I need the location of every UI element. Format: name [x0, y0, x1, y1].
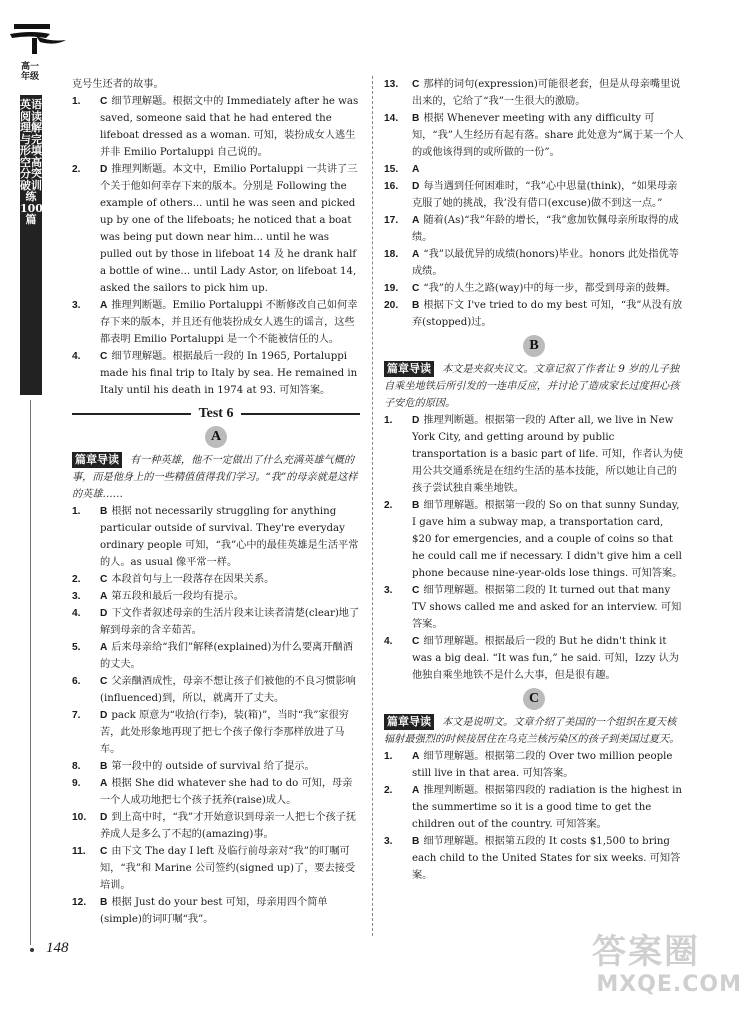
answer-list: [384, 76, 684, 331]
item-explanation: “我”以最优异的成绩(honors)毕业。honors 此处指优等成绩。: [412, 249, 679, 277]
answer-item: [72, 161, 360, 297]
item-answer: C: [100, 574, 108, 585]
answer-item: [72, 588, 360, 605]
item-number: 1.: [384, 751, 393, 762]
item-answer: A: [412, 751, 420, 762]
guide-tag: 篇章导读: [72, 452, 122, 468]
answer-item: [72, 809, 360, 843]
item-explanation: 推理判断题。根据第四段的 radiation is the highest in the summertime so it is a good time to get the children out of the country. 可知答案。: [412, 785, 682, 830]
guide-tag: 篇章导读: [384, 361, 434, 377]
item-answer: A: [412, 249, 420, 260]
item-answer: C: [412, 79, 420, 90]
answer-item: [72, 894, 360, 928]
item-answer: D: [412, 415, 420, 426]
item-answer: A: [100, 778, 108, 789]
item-number: 11.: [72, 846, 86, 857]
item-explanation: 那样的词句(expression)可能很老套，但是从母亲嘴里说出来的，它给了“我”一生很大的激励。: [412, 79, 681, 107]
answer-item: [72, 639, 360, 673]
item-number: 2.: [384, 785, 393, 796]
item-answer: B: [100, 761, 108, 772]
watermark: [592, 932, 742, 1004]
item-answer: B: [412, 500, 420, 511]
item-answer: D: [100, 164, 108, 175]
section-letter: B: [523, 335, 545, 357]
answer-item: [384, 782, 684, 833]
item-answer: C: [100, 846, 108, 857]
item-explanation: 下文作者叙述母亲的生活片段来让读者清楚(clear)地了解到母亲的含辛茹苦。: [100, 608, 360, 636]
sidebar: [0, 0, 46, 1009]
item-number: 3.: [384, 585, 393, 596]
answer-item: [72, 93, 360, 161]
item-number: 14.: [384, 113, 399, 124]
item-number: 10.: [72, 812, 87, 823]
item-answer: A: [412, 785, 420, 796]
answer-item: [384, 833, 684, 884]
item-number: 4.: [384, 636, 393, 647]
item-explanation: 细节理解题。根据最后一段的 But he didn't think it was a big deal. “It was fun,” he said. 可知，Izzy 认为他独自乘坐地铁不是什么大事，但是很有趣。: [412, 636, 679, 681]
item-answer: A: [100, 642, 108, 653]
item-number: 5.: [72, 642, 81, 653]
answer-item: [384, 212, 684, 246]
item-number: 9.: [72, 778, 81, 789]
item-number: 16.: [384, 181, 399, 192]
item-explanation: 到上高中时，“我”才开始意识到母亲一人把七个孩子抚养成人是多么了不起的(amazing)事。: [100, 812, 357, 840]
item-number: 3.: [384, 836, 393, 847]
answer-item: [72, 707, 360, 758]
heading-rule: [241, 413, 360, 415]
item-explanation: 推理判断题。根据第一段的 After all, we live in New York City, and getting around by public transportation is a basic part of life. 可知，作者认为使用公共交通系统是在纽约生活的基本技能，所以她让自己的孩子尝试独自乘坐地铁。: [412, 415, 684, 494]
column-divider: [372, 76, 373, 936]
item-number: 13.: [384, 79, 399, 90]
passage-guide: [384, 361, 684, 412]
answer-list: [72, 503, 360, 928]
item-explanation: 细节理解题。根据第二段的 Over two million people still live in that area. 可知答案。: [412, 751, 673, 779]
answer-item: [384, 110, 684, 161]
item-answer: B: [412, 836, 420, 847]
item-explanation: 细节理解题。根据第五段的 It costs $1,500 to bring each child to the United States for six weeks. 可知答案。: [412, 836, 681, 881]
item-explanation: 推理判断题。Emilio Portaluppi 不断修改自己如何幸存下来的版本，并且还有他装扮成女人逃生的谣言，这些都表明 Emilio Portaluppi 是一个不能被信任的人。: [100, 300, 358, 345]
item-number: 18.: [384, 249, 399, 260]
series-title: 英语阅读理解与完形填空高分突破训练100篇: [20, 95, 42, 395]
answer-list: [384, 412, 684, 684]
item-answer: B: [412, 113, 420, 124]
item-answer: C: [412, 636, 420, 647]
item-explanation: 细节理解题。根据最后一段的 In 1965, Portaluppi made his final trip to Italy by sea. He remained in Italy until his death in 1974 at 93. 可知答案。: [100, 351, 358, 396]
item-answer: D: [100, 710, 108, 721]
answer-item: [72, 503, 360, 571]
section-marker: [384, 688, 684, 710]
answer-item: [384, 748, 684, 782]
item-answer: A: [412, 215, 420, 226]
passage-guide: [72, 452, 360, 503]
passage-guide: [384, 714, 684, 748]
item-explanation: “我”的人生之路(way)中的每一步，都受到母亲的鼓舞。: [423, 283, 677, 294]
section-marker: [384, 335, 684, 357]
sidebar-rule: [30, 400, 31, 945]
answer-list: [384, 748, 684, 884]
ink-logo-icon: [6, 20, 70, 56]
answer-item: [384, 178, 684, 212]
right-column: [384, 76, 684, 884]
answer-item: [384, 497, 684, 582]
item-number: 1.: [72, 506, 81, 517]
answer-item: [384, 412, 684, 497]
item-number: 20.: [384, 300, 399, 311]
item-answer: A: [100, 591, 108, 602]
answer-item: [72, 297, 360, 348]
watermark-line: MXQE.COM: [596, 972, 742, 997]
page-number: 148: [46, 940, 69, 956]
item-explanation: 根据 Whenever meeting with any difficulty 可知，“我”人生经历有起有落。share 此处意为“属于某一个人的或他该得到的或所做的一份”。: [412, 113, 684, 158]
item-answer: D: [412, 181, 420, 192]
item-explanation: pack 原意为“收拾(行李)，装(箱)”，当时“我”家很穷苦，此处形象地再现了把七个孩子像行李那样放进了马车。: [100, 710, 349, 755]
item-answer: C: [100, 351, 108, 362]
answer-item: [72, 348, 360, 399]
item-explanation: 第五段和最后一段均有提示。: [111, 591, 244, 602]
item-number: 4.: [72, 608, 81, 619]
item-number: 15.: [384, 164, 399, 175]
item-number: 2.: [72, 164, 81, 175]
guide-text: 本文是夹叙夹议文。文章记叙了作者让 9 岁的儿子独自乘坐地铁后所引发的一连串反应，并讨论了造成家长过度担心孩子安危的原因。: [384, 364, 680, 409]
item-answer: B: [100, 897, 108, 908]
item-answer: D: [100, 812, 108, 823]
answer-item: [72, 843, 360, 894]
test-heading: [72, 405, 360, 422]
answer-item: [72, 758, 360, 775]
item-explanation: 本段首句与上一段落存在因果关系。: [111, 574, 275, 585]
answer-item: [384, 297, 684, 331]
item-explanation: 随着(As)“我”年龄的增长，“我”愈加钦佩母亲所取得的成绩。: [412, 215, 679, 243]
answer-item: [384, 633, 684, 684]
item-answer: A: [100, 300, 108, 311]
item-answer: B: [100, 506, 108, 517]
item-answer: C: [100, 676, 108, 687]
heading-rule: [72, 413, 191, 415]
watermark-line: 答案圈: [592, 932, 700, 972]
answer-item: [72, 605, 360, 639]
answer-list: [72, 93, 360, 399]
item-answer: A: [412, 164, 420, 175]
item-number: 6.: [72, 676, 81, 687]
answer-item: [384, 280, 684, 297]
guide-tag: 篇章导读: [384, 714, 434, 730]
item-explanation: 根据 not necessarily struggling for anything particular outside of survival. They're everyday ordinary people 可知，“我”心中的最佳英雄是生活平常的人。as usual 像平常一样。: [100, 506, 359, 568]
intro-tail: 克号生还者的故事。: [72, 79, 164, 90]
item-explanation: 后来母亲给“我们”解释(explained)为什么要离开酗酒的丈夫。: [100, 642, 353, 670]
item-number: 8.: [72, 761, 81, 772]
item-number: 2.: [384, 500, 393, 511]
item-explanation: 根据 She did whatever she had to do 可知，母亲一个人成功地把七个孩子抚养(raise)成人。: [100, 778, 353, 806]
item-explanation: 细节理解题。根据第一段的 So on that sunny Sunday, I gave him a subway map, a transportation card, $20 for emergencies, and a couple of coins so that he could call me if necessary. I didn't give him a cell phone because nine-year-olds lose things. 可知答案。: [412, 500, 683, 579]
item-explanation: 每当遇到任何困难时，“我”心中思量(think)，“如果母亲克服了她的挑战，我’没有借口(excuse)做不到这一点。”: [412, 181, 678, 209]
left-column: [72, 76, 360, 928]
item-number: 1.: [384, 415, 393, 426]
item-answer: C: [100, 96, 108, 107]
section-letter: A: [205, 426, 227, 448]
item-number: 3.: [72, 300, 81, 311]
answer-item: [384, 76, 684, 110]
section-marker: [72, 426, 360, 448]
item-explanation: 由下文 The day I left 及临行前母亲对“我”的叮嘱可知，“我”和 Marine 公司签约(signed up)了，要去接受培训。: [100, 846, 356, 891]
answer-item: [384, 161, 684, 178]
item-number: 4.: [72, 351, 81, 362]
item-number: 1.: [72, 96, 81, 107]
item-explanation: 细节理解题。根据第二段的 It turned out that many TV shows called me and asked for an interview. 可知答案。: [412, 585, 682, 630]
item-explanation: 推理判断题。本文中，Emilio Portaluppi 一共讲了三个关于他如何幸存下来的版本。分别是 Following the example of others... until he was seen and picked up by one of the lifeboats; he noticed that a boat was being put down near him... until he was pulled out by those in lifeboat 14 及 he drank half a bottle of wine... until Lady Astor, on lifeboat 14, asked the sailors to pick him up.: [100, 164, 358, 294]
guide-text: 本文是说明文。文章介绍了美国的一个组织在夏天核辐射最强烈的时候接居住在乌克兰核污染区的孩子到美国过夏天。: [384, 717, 680, 745]
answer-item: [72, 673, 360, 707]
item-answer: C: [412, 283, 420, 294]
item-explanation: 第一段中的 outside of survival 给了提示。: [111, 761, 315, 772]
item-explanation: 细节理解题。根据文中的 Immediately after he was saved, someone said that he had entered the lifeboat dressed as a woman. 可知，装扮成女人逃生并非 Emilio Portaluppi 自己说的。: [100, 96, 359, 158]
answer-item: [384, 582, 684, 633]
grade-label: 高一年级: [20, 62, 39, 82]
item-number: 7.: [72, 710, 81, 721]
item-number: 12.: [72, 897, 87, 908]
test-title: Test 6: [198, 406, 234, 421]
item-answer: C: [412, 585, 420, 596]
bullet-dot: [30, 948, 34, 952]
answer-item: [72, 775, 360, 809]
answer-item: [72, 571, 360, 588]
item-explanation: 根据下文 I've tried to do my best 可知，“我”从没有放弃(stopped)过。: [412, 300, 683, 328]
item-answer: D: [100, 608, 108, 619]
item-number: 17.: [384, 215, 399, 226]
guide-text: 有一种英雄，他不一定做出了什么充满英雄气概的事，而是他身上的一些精值值得我们学习。“我”的母亲就是这样的英雄……: [72, 455, 358, 500]
item-answer: B: [412, 300, 420, 311]
item-number: 2.: [72, 574, 81, 585]
item-number: 3.: [72, 591, 81, 602]
section-letter: C: [523, 688, 545, 710]
item-explanation: 根据 Just do your best 可知，母亲用四个简单(simple)的词叮嘱“我”。: [100, 897, 328, 925]
item-number: 19.: [384, 283, 399, 294]
answer-item: [384, 246, 684, 280]
item-explanation: 父亲酗酒成性，母亲不想让孩子们被他的不良习惯影响(influenced)到，所以，就离开了丈夫。: [100, 676, 356, 704]
